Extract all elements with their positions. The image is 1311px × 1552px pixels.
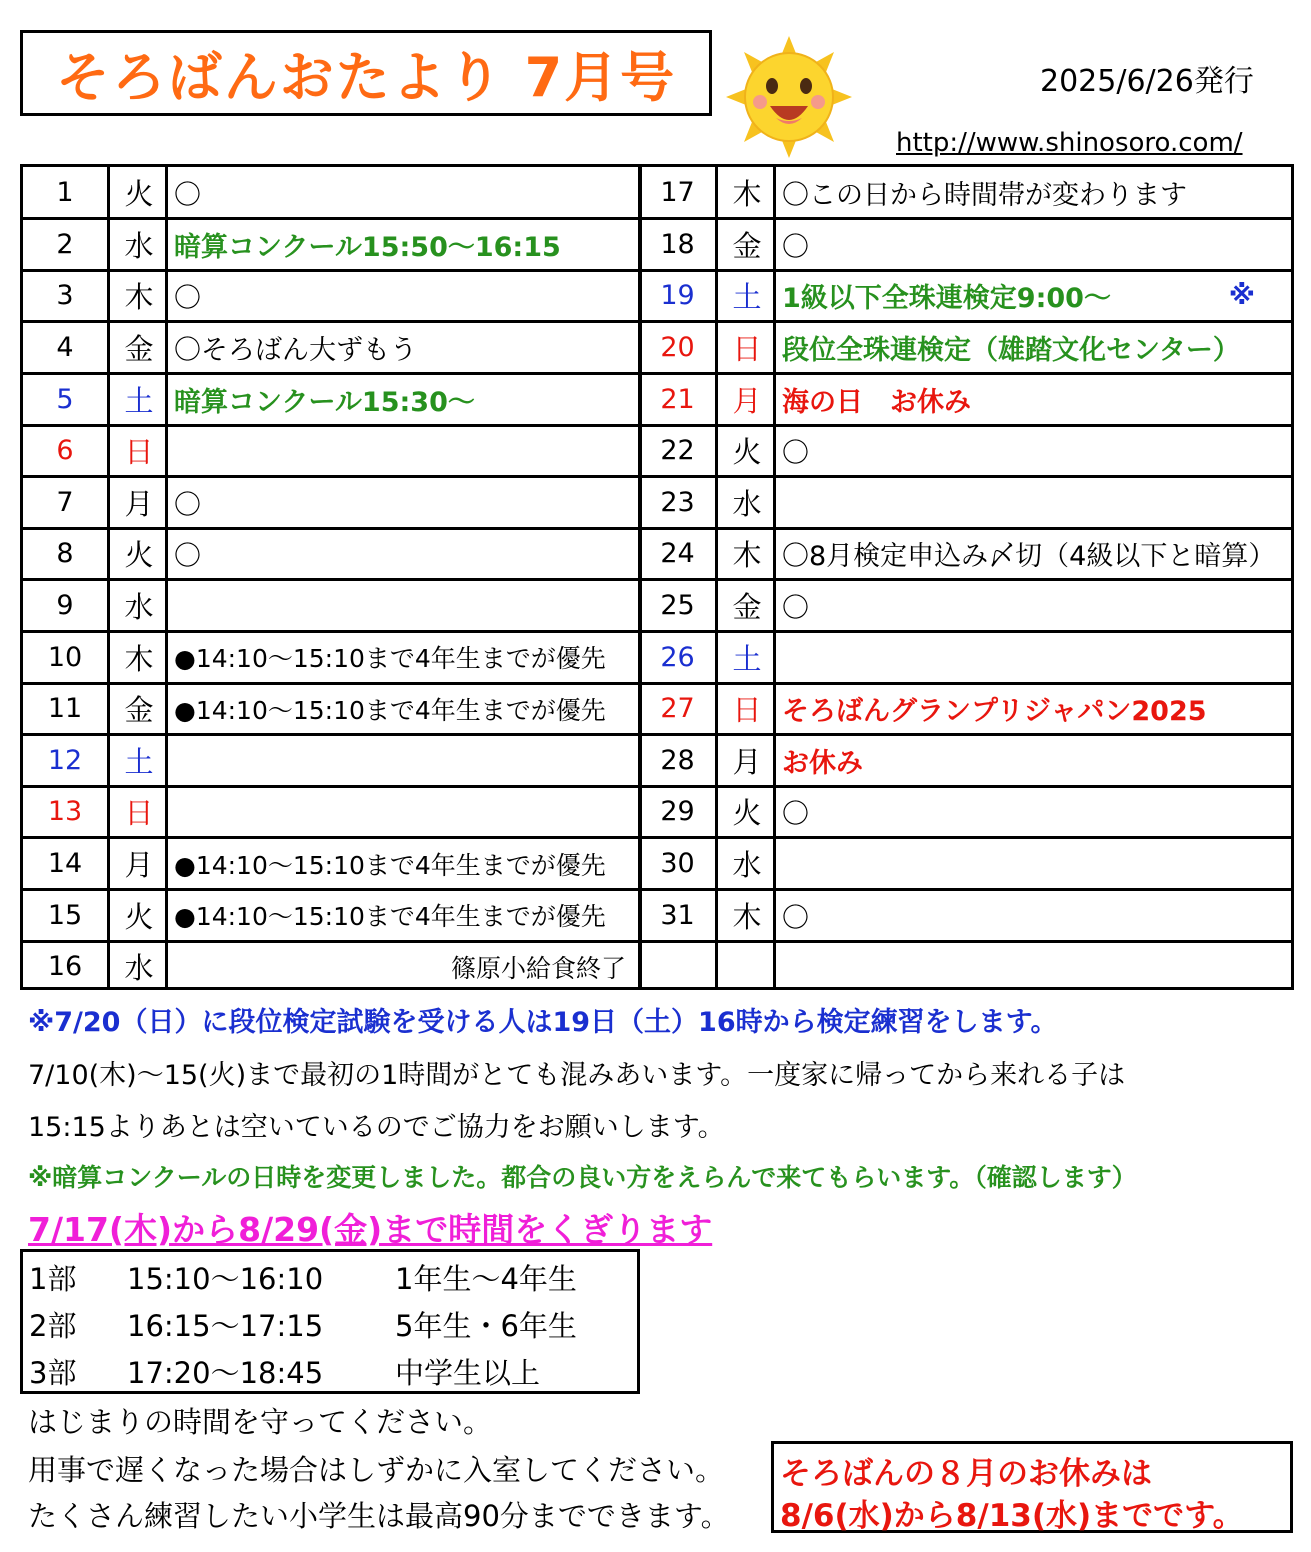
calendar-event-text: 〇 — [174, 489, 201, 521]
calendar-day-number: 24 — [660, 538, 695, 570]
calendar-row-divider — [640, 733, 1291, 736]
calendar-weekday: 火 — [732, 796, 762, 831]
calendar-weekday: 金 — [732, 590, 762, 625]
calendar-day-number — [640, 941, 715, 993]
calendar-event — [168, 219, 640, 271]
calendar-event — [168, 528, 640, 580]
calendar-row-divider — [23, 424, 640, 427]
calendar-day-number: 14 — [47, 848, 83, 880]
august-holiday-box — [771, 1441, 1293, 1533]
calendar-row-divider — [23, 320, 640, 323]
calendar-event — [776, 270, 1291, 322]
calendar-row — [640, 167, 1291, 219]
calendar-table — [20, 164, 1294, 990]
calendar-event-text: 暗算コンクール15:50～16:15 — [174, 231, 561, 263]
calendar-day-number: 9 — [56, 590, 74, 622]
calendar-row — [640, 941, 1291, 993]
calendar-row — [640, 580, 1291, 632]
calendar-row — [23, 425, 640, 477]
calendar-row — [23, 786, 640, 838]
calendar-event — [168, 941, 640, 993]
calendar-event — [168, 167, 640, 219]
calendar-day-number: 29 — [660, 796, 695, 828]
calendar-row — [23, 889, 640, 941]
calendar-day-number: 15 — [47, 899, 83, 931]
calendar-weekday: 火 — [124, 538, 154, 573]
rule-line2: 用事で遅くなった場合はしずかに入室してください。 — [28, 1453, 725, 1487]
calendar-day-number: 2 — [56, 228, 74, 260]
calendar-row — [640, 373, 1291, 425]
calendar-row — [23, 838, 640, 890]
calendar-row-divider — [640, 527, 1291, 530]
calendar-event — [168, 683, 640, 735]
calendar-row — [640, 889, 1291, 941]
calendar-row-divider — [23, 682, 640, 685]
crowd-note-line1: 7/10(木)～15(火)まで最初の1時間がとても混みあいます。一度家に帰ってから来れる子は — [28, 1060, 1126, 1091]
calendar-row-divider — [23, 836, 640, 839]
calendar-weekday: 土 — [732, 641, 762, 676]
calendar-event — [776, 373, 1291, 425]
schedule-part: 3部 — [29, 1355, 77, 1390]
calendar-event — [168, 580, 640, 632]
calendar-day-number: 31 — [660, 899, 695, 931]
schedule-grade: 中学生以上 — [395, 1355, 541, 1390]
calendar-event — [776, 735, 1291, 787]
calendar-row-divider — [640, 785, 1291, 788]
calendar-weekday: 月 — [124, 848, 154, 883]
calendar-event — [776, 528, 1291, 580]
calendar-weekday: 木 — [124, 280, 154, 315]
calendar-event-text: 〇 — [174, 180, 201, 212]
calendar-row — [640, 786, 1291, 838]
calendar-row-divider — [640, 424, 1291, 427]
calendar-event — [776, 838, 1291, 890]
calendar-event-text: 海の日 お休み — [782, 386, 971, 418]
calendar-day-number: 21 — [660, 383, 695, 415]
calendar-row-divider — [23, 578, 640, 581]
holiday-line1: そろばんの８月のお休みは — [780, 1456, 1152, 1492]
calendar-event — [776, 477, 1291, 529]
rule-line3: たくさん練習したい小学生は最高90分までできます。 — [28, 1499, 730, 1533]
calendar-row — [23, 167, 640, 219]
calendar-weekday: 月 — [124, 486, 154, 521]
kentei-practice-note: ※7/20（日）に段位検定試験を受ける人は19日（土）16時から検定練習をします。 — [28, 1007, 1058, 1038]
calendar-row-divider — [23, 940, 640, 943]
calendar-row — [23, 270, 640, 322]
calendar-event-text: 暗算コンクール15:30～ — [174, 386, 475, 418]
calendar-row-divider — [23, 372, 640, 375]
calendar-day-number: 6 — [56, 435, 74, 467]
calendar-weekday: 水 — [124, 228, 154, 263]
calendar-left-column — [23, 167, 640, 987]
calendar-row-divider — [23, 630, 640, 633]
calendar-day-number: 10 — [47, 641, 83, 673]
holiday-line2: 8/6(水)から8/13(水)までです。 — [780, 1498, 1244, 1534]
calendar-event-text: 篠原小給食終了 — [450, 953, 626, 983]
calendar-weekday — [718, 941, 776, 993]
calendar-day-number: 28 — [660, 744, 695, 776]
calendar-weekday: 火 — [732, 435, 762, 470]
calendar-day-number: 16 — [47, 951, 83, 983]
calendar-event — [776, 941, 1291, 993]
anzan-change-note: ※暗算コンクールの日時を変更しました。都合の良い方をえらんで来てもらいます。（確認します） — [28, 1163, 1137, 1192]
calendar-event — [168, 322, 640, 374]
calendar-row-divider — [23, 888, 640, 891]
calendar-day-number: 7 — [56, 486, 74, 518]
calendar-day-number: 22 — [660, 435, 695, 467]
calendar-column-divider — [165, 167, 168, 987]
calendar-weekday: 土 — [124, 383, 154, 418]
calendar-weekday: 月 — [732, 383, 762, 418]
calendar-row-divider — [640, 217, 1291, 220]
calendar-weekday: 火 — [124, 899, 154, 934]
calendar-row-divider — [640, 320, 1291, 323]
calendar-day-number: 12 — [47, 744, 83, 776]
calendar-event-text: 〇そろばん大ずもう — [174, 335, 417, 367]
calendar-row — [640, 735, 1291, 787]
calendar-event — [776, 219, 1291, 271]
calendar-day-number: 8 — [56, 538, 74, 570]
calendar-weekday: 木 — [124, 641, 154, 676]
calendar-row — [23, 322, 640, 374]
calendar-weekday: 木 — [732, 899, 762, 934]
calendar-column-divider — [715, 167, 718, 987]
calendar-row — [640, 838, 1291, 890]
calendar-weekday: 金 — [124, 693, 154, 728]
calendar-event-text: 〇 — [174, 283, 201, 315]
calendar-day-number: 13 — [47, 796, 83, 828]
calendar-row-divider — [640, 578, 1291, 581]
calendar-event-text: ●14:10～15:10まで4年生までが優先 — [174, 695, 606, 725]
calendar-row — [640, 683, 1291, 735]
calendar-event-text: 1級以下全珠連検定9:00～ — [782, 283, 1111, 315]
calendar-row — [640, 528, 1291, 580]
calendar-row-divider — [640, 372, 1291, 375]
calendar-event-text: 〇8月検定申込み〆切（4級以下と暗算） — [782, 541, 1276, 573]
calendar-weekday: 金 — [124, 332, 154, 367]
calendar-row — [23, 373, 640, 425]
schedule-grade: 5年生・6年生 — [395, 1308, 577, 1343]
calendar-weekday: 木 — [732, 538, 762, 573]
calendar-event-text: 〇 — [782, 231, 809, 263]
calendar-event — [776, 786, 1291, 838]
calendar-column-divider — [773, 167, 776, 987]
calendar-row — [640, 322, 1291, 374]
calendar-event — [168, 735, 640, 787]
calendar-event — [168, 477, 640, 529]
crowd-note-line2: 15:15よりあとは空いているのでご協力をお願いします。 — [28, 1112, 725, 1143]
calendar-weekday: 月 — [732, 744, 762, 779]
calendar-event-text: 〇 — [174, 541, 201, 573]
calendar-row — [23, 941, 640, 993]
calendar-event — [776, 631, 1291, 683]
calendar-row-divider — [23, 527, 640, 530]
calendar-weekday: 水 — [124, 951, 154, 986]
calendar-weekday: 日 — [124, 435, 154, 470]
time-schedule-box — [20, 1249, 640, 1394]
calendar-weekday: 日 — [124, 796, 154, 831]
calendar-weekday: 木 — [732, 177, 762, 212]
calendar-day-number: 23 — [660, 486, 695, 518]
website-link[interactable]: http://www.shinosoro.com/ — [896, 128, 1243, 158]
calendar-day-number: 27 — [660, 693, 695, 725]
calendar-day-number: 5 — [56, 383, 74, 415]
calendar-event — [168, 270, 640, 322]
calendar-weekday: 日 — [732, 693, 762, 728]
calendar-row-divider — [23, 733, 640, 736]
calendar-row-divider — [640, 630, 1291, 633]
calendar-weekday: 土 — [124, 744, 154, 779]
calendar-row-divider — [640, 682, 1291, 685]
calendar-right-column — [640, 167, 1291, 987]
calendar-day-number: 17 — [660, 177, 695, 209]
calendar-row — [23, 219, 640, 271]
calendar-event — [168, 373, 640, 425]
rule-line1: はじまりの時間を守ってください。 — [28, 1405, 493, 1439]
calendar-row-divider — [23, 475, 640, 478]
calendar-day-number: 30 — [660, 848, 695, 880]
schedule-part: 2部 — [29, 1308, 77, 1343]
calendar-weekday: 水 — [124, 590, 154, 625]
calendar-day-number: 18 — [660, 228, 695, 260]
calendar-event-text: ●14:10～15:10まで4年生までが優先 — [174, 644, 606, 674]
calendar-event — [168, 425, 640, 477]
calendar-weekday: 金 — [732, 228, 762, 263]
calendar-row — [23, 683, 640, 735]
calendar-event — [776, 322, 1291, 374]
calendar-day-number: 4 — [56, 332, 74, 364]
calendar-day-number: 11 — [47, 693, 83, 725]
calendar-row — [23, 580, 640, 632]
calendar-event-mark: ※ — [1228, 280, 1255, 312]
schedule-time: 16:15～17:15 — [127, 1308, 324, 1343]
calendar-weekday: 水 — [732, 486, 762, 521]
calendar-weekday: 火 — [124, 177, 154, 212]
calendar-row-divider — [640, 888, 1291, 891]
calendar-event-text: 〇 — [782, 799, 809, 831]
calendar-day-number: 1 — [56, 177, 74, 209]
calendar-day-number: 3 — [56, 280, 74, 312]
schedule-part: 1部 — [29, 1261, 77, 1296]
calendar-row-divider — [640, 475, 1291, 478]
calendar-event — [168, 889, 640, 941]
calendar-row-divider — [640, 940, 1291, 943]
title-box — [20, 30, 712, 116]
calendar-row-divider — [23, 785, 640, 788]
calendar-event — [776, 425, 1291, 477]
calendar-row-divider — [23, 269, 640, 272]
calendar-weekday: 水 — [732, 848, 762, 883]
schedule-grade: 1年生～4年生 — [395, 1261, 577, 1296]
calendar-event-text: お休み — [782, 747, 863, 779]
calendar-event-text: ●14:10～15:10まで4年生までが優先 — [174, 902, 606, 932]
calendar-row — [640, 270, 1291, 322]
calendar-row — [640, 631, 1291, 683]
calendar-day-number: 19 — [660, 280, 695, 312]
calendar-row — [23, 735, 640, 787]
calendar-event-text: 〇この日から時間帯が変わります — [782, 180, 1187, 212]
calendar-event-text: 〇 — [782, 593, 809, 625]
schedule-time: 17:20～18:45 — [127, 1355, 324, 1390]
calendar-event — [776, 889, 1291, 941]
calendar-row — [23, 631, 640, 683]
calendar-row-divider — [640, 836, 1291, 839]
calendar-event — [168, 786, 640, 838]
calendar-day-number: 26 — [660, 641, 695, 673]
calendar-row — [640, 477, 1291, 529]
calendar-day-number: 20 — [660, 332, 695, 364]
calendar-row — [640, 219, 1291, 271]
sun-illustration-icon — [722, 34, 856, 160]
issue-date: 2025/6/26発行 — [1040, 64, 1254, 99]
calendar-event — [168, 631, 640, 683]
calendar-weekday: 日 — [732, 332, 762, 367]
calendar-event-text: 〇 — [782, 902, 809, 934]
calendar-weekday: 土 — [732, 280, 762, 315]
calendar-event — [168, 838, 640, 890]
calendar-column-divider — [107, 167, 110, 987]
calendar-day-number: 25 — [660, 590, 695, 622]
time-split-heading: 7/17(木)から8/29(金)まで時間をくぎります — [28, 1210, 713, 1249]
calendar-event-text: 〇 — [782, 438, 809, 470]
calendar-row-divider — [23, 217, 640, 220]
calendar-row — [23, 477, 640, 529]
calendar-event — [776, 580, 1291, 632]
calendar-event-text: ●14:10～15:10まで4年生までが優先 — [174, 850, 606, 880]
calendar-row-divider — [640, 269, 1291, 272]
calendar-row — [23, 528, 640, 580]
schedule-time: 15:10～16:10 — [127, 1261, 324, 1296]
calendar-event — [776, 167, 1291, 219]
page-title: そろばんおたより 7月号 — [55, 45, 677, 109]
calendar-event-text: そろばんグランプリジャパン2025 — [782, 696, 1207, 728]
calendar-row — [640, 425, 1291, 477]
calendar-event — [776, 683, 1291, 735]
calendar-event-text: 段位全珠連検定（雄踏文化センター） — [782, 335, 1240, 367]
